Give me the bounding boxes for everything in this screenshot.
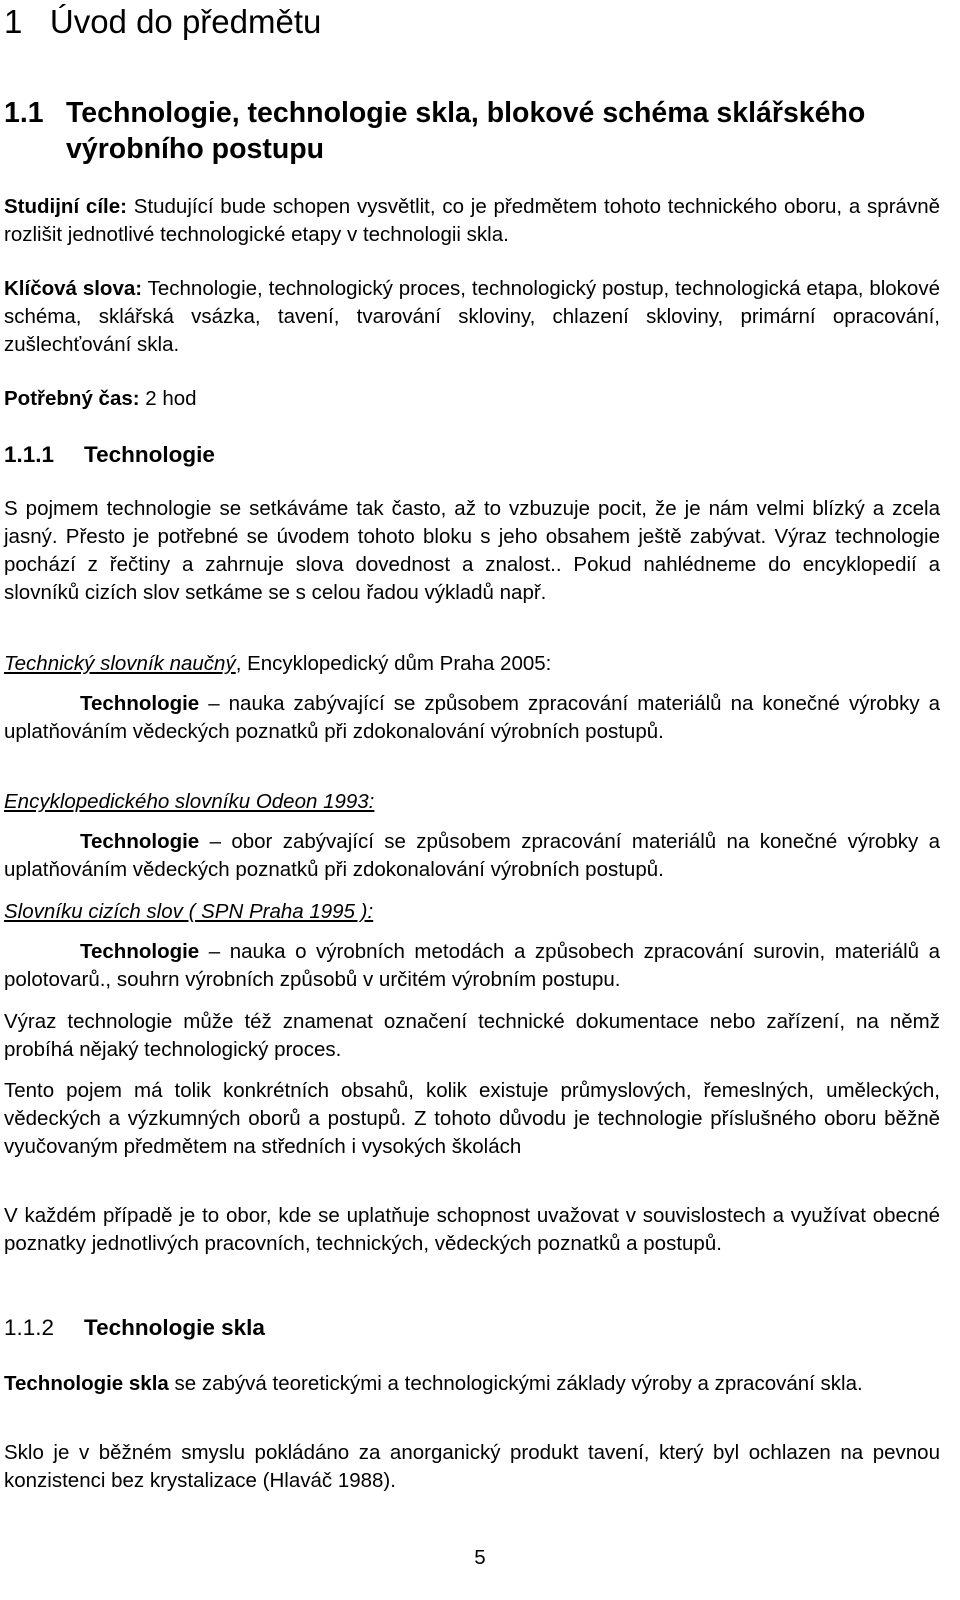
subsection-number: 1.1.1 [4, 442, 55, 467]
definition-3-term: Technologie [80, 940, 200, 963]
definition-2 [4, 828, 940, 884]
time-needed [4, 385, 940, 413]
definition-3 [4, 938, 940, 994]
definition-1-text: – nauka zabývající se způsobem zpracování materiálů na konečné výrobky a uplatňováním vědeckých poznatků při zdokonalování výrobních postupů. [4, 692, 940, 743]
intro-paragraph: S pojmem technologie se setkáváme tak často, až to vzbuzuje pocit, že je nám velmi blízký a zcela jasný. Přesto je potřebné se úvodem tohoto bloku s jeho obsahem ještě zabývat. Výraz technologie pochází z řečtiny a zahrnuje slova dovednost a znalost.. Pokud nahlédneme do encyklopedií a slovníků cizích slov setkáme se s celou řadou výkladů např. [4, 497, 940, 604]
section-number: 1.1 [4, 97, 44, 129]
subsection-heading-technologie [4, 440, 940, 470]
time-needed-text: 2 hod [139, 387, 197, 410]
study-goals-text: Studující bude schopen vysvětlit, co je předmětem tohoto technického oboru, a správně rozlišit jednotlivé technologické etapy v technologii skla. [4, 195, 940, 246]
source-1-rest: , Encyklopedický dům Praha 2005: [235, 652, 552, 675]
glass-technology-text: se zabývá teoretickými a technologickými základy výroby a zpracování skla. [168, 1372, 863, 1395]
subsection-title: Technologie [84, 442, 215, 467]
study-goals [4, 193, 940, 249]
definition-1-term: Technologie [80, 692, 200, 715]
source-2: Encyklopedického slovníku Odeon 1993: [4, 790, 375, 813]
paragraph-glass-technology [4, 1370, 940, 1398]
section-title-line1: Technologie, technologie skla, blokové schéma sklářského [66, 97, 866, 129]
definition-2-text: – obor zabývající se způsobem zpracování materiálů na konečné výrobky a uplatňováním vědeckých poznatků při zdokonalování výrobních postupů. [4, 830, 940, 881]
chapter-number: 1 [4, 3, 23, 40]
study-goals-label: Studijní cíle: [4, 195, 127, 218]
time-needed-label: Potřebný čas: [4, 387, 140, 410]
subsection-title: Technologie skla [84, 1315, 265, 1340]
paragraph-concrete-contents: Tento pojem má tolik konkrétních obsahů, kolik existuje průmyslových, řemeslných, uměleckých, vědeckých a výzkumných oborů a postupů. Z tohoto důvodu je technologie příslušného oboru běžně vyučovaným předmětem na středních i vysokých školách [4, 1079, 940, 1158]
paragraph-technical-documentation: Výraz technologie může též znamenat označení technické dokumentace nebo zařízení, na němž probíhá nějaký technologický proces. [4, 1010, 940, 1061]
paragraph-glass-definition: Sklo je v běžném smyslu pokládáno za anorganický produkt tavení, který byl ochlazen na pevnou konzistenci bez krystalizace (Hlaváč 1988). [4, 1441, 940, 1492]
chapter-heading [4, 2, 940, 42]
source-3: Slovníku cizích slov ( SPN Praha 1995 ): [4, 900, 374, 923]
chapter-title: Úvod do předmětu [49, 3, 322, 40]
glass-technology-term: Technologie skla [4, 1372, 169, 1395]
definition-2-term: Technologie [80, 830, 200, 853]
definition-3-text: – nauka o výrobních metodách a způsobech zpracování surovin, materiálů a polotovarů., souhrn výrobních způsobů v určitém výrobním postupu. [4, 940, 940, 991]
definition-1 [4, 690, 940, 746]
paragraph-in-any-case: V každém případě je to obor, kde se uplatňuje schopnost uvažovat v souvislostech a využívat obecné poznatky jednotlivých pracovních, technických, vědeckých poznatků a postupů. [4, 1204, 940, 1255]
keywords [4, 275, 940, 359]
subsection-number: 1.1.2 [4, 1315, 55, 1340]
section-heading [4, 95, 940, 167]
source-1 [4, 650, 940, 678]
keywords-label: Klíčová slova: [4, 277, 143, 300]
section-title-line2: výrobního postupu [66, 133, 325, 165]
keywords-text: Technologie, technologický proces, technologický postup, technologická etapa, blokové schéma, sklářská vsázka, tavení, tvarování skloviny, chlazení skloviny, primární opracování, zušlechťování skla. [4, 277, 940, 356]
source-1-title: Technický slovník naučný [4, 652, 236, 675]
subsection-heading-technologie-skla [4, 1313, 940, 1343]
page-number: 5 [474, 1546, 486, 1569]
